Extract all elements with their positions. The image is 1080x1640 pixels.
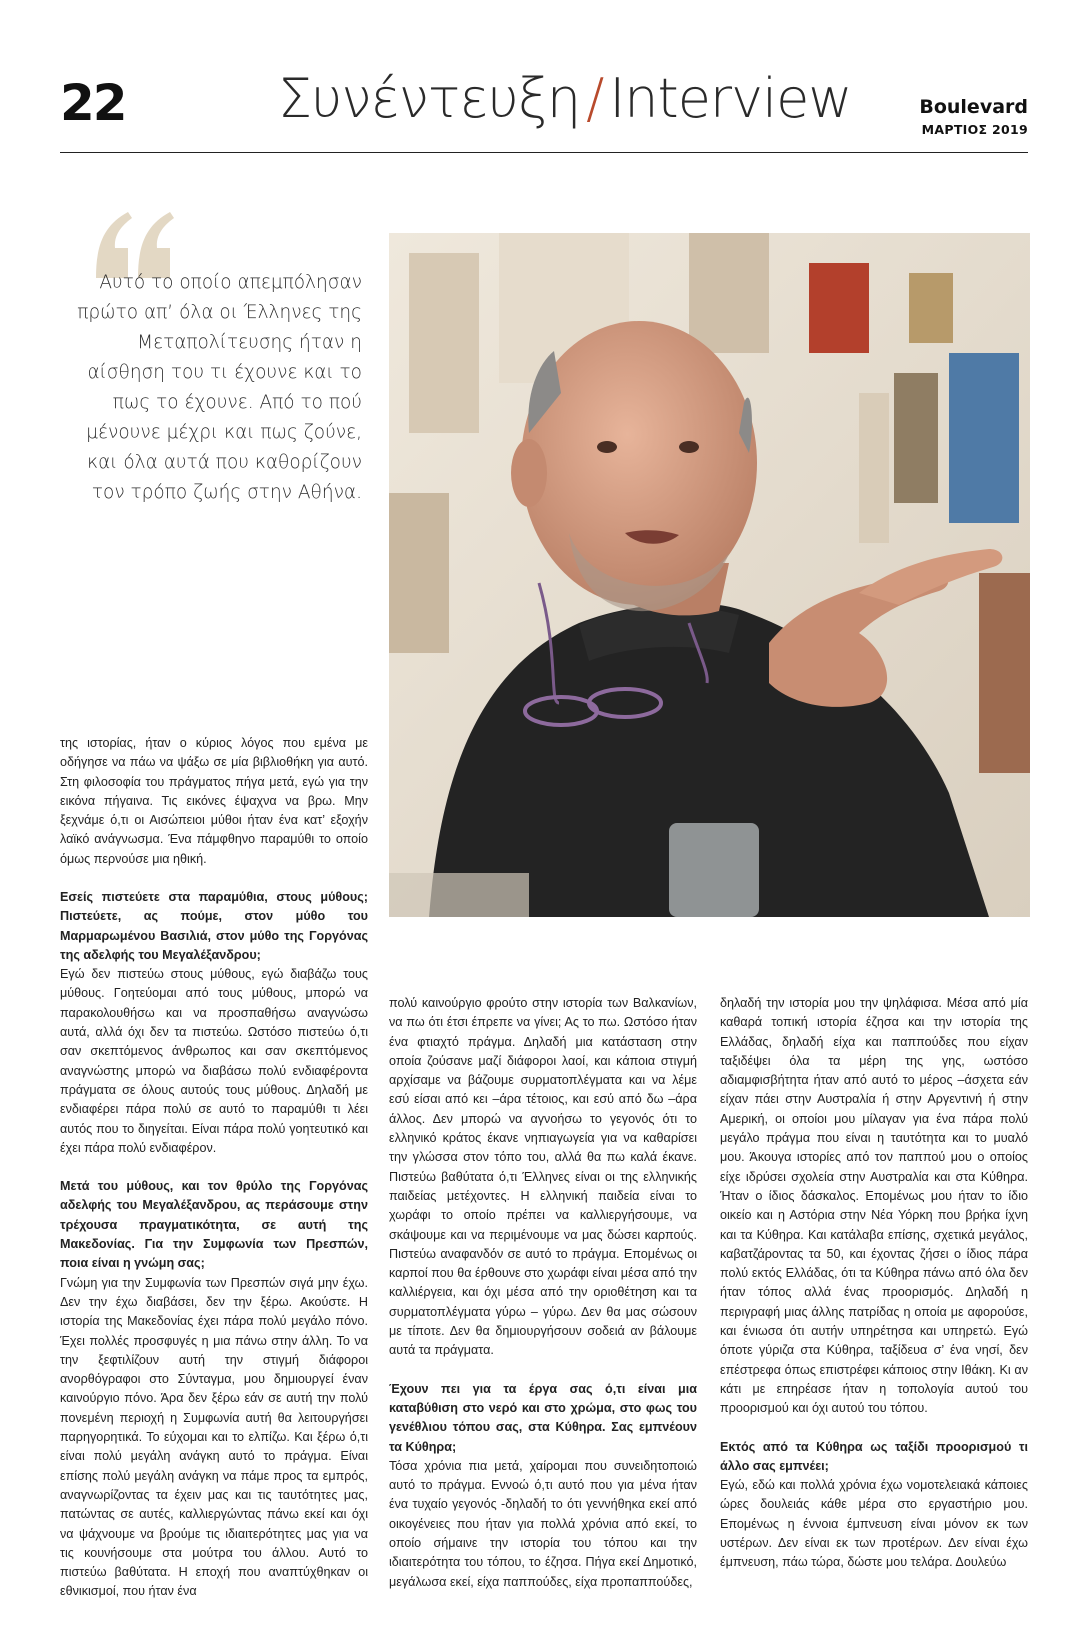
interview-question: Εκτός από τα Κύθηρα ως ταξίδι προορισμού τι άλλο σας εμπνέει; — [720, 1439, 1028, 1473]
interview-answer: Εγώ, εδώ και πολλά χρόνια έχω νομοτελειακά κάποιες ώρες δουλειάς κάθε μέρα στο εργαστήριο μου. Επομένως η έννοια έμπνευση είναι μόνον εκ των υστέρων. Δεν είναι εκ των προτέρων. Δεν είναι έχω έμπνευση, πάω τώρα, δώστε μου τελάρα. Δουλεύω — [720, 1478, 1028, 1570]
section-title-greek: Συνέντευξη — [278, 67, 581, 130]
header-divider — [60, 152, 1028, 153]
article-column-1 — [60, 888, 368, 1621]
interview-answer: Τόσα χρόνια πια μετά, χαίρομαι που συνειδητοποιώ αυτό το πράγμα. Εννοώ ό,τι αυτό που για μένα ήταν ένα τυχαίο γεγονός -δηλαδή το ότι γεννήθηκα εκεί από οικογένειες που ήταν για πολλά χρόνια από εκεί, το οποίο σήμαινε την ιστορία του τόπου και την ιδιαιτερότητα του τόπου, το έζησα. Πήγα εκεί Δημοτικό, μεγάλωσα εκεί, είχα παππούδες, είχα προπαππούδες, — [389, 1458, 697, 1589]
interview-question: Μετά του μύθους, και τον θρύλο της Γοργόνας αδελφής του Μεγαλέξανδρου, ας περάσουμε στην τρέχουσα πραγματικότητα, σε αυτή της Μακεδονίας. Για την Συμφωνία των Πρεσπών, ποια είναι η γνώμη σας; — [60, 1179, 368, 1271]
section-title — [278, 67, 852, 130]
section-title-separator: / — [586, 67, 604, 130]
article-column-3 — [720, 994, 1028, 1592]
interview-photo — [389, 233, 1030, 917]
interview-answer: Εγώ δεν πιστεύω στους μύθους, εγώ διαβάζω τους μύθους. Γοητεύομαι από τους μύθους, μπορώ να παρακολουθήσω και να προσπαθήσω αναγνώσω αυτά, αλλά όχι δεν τα πιστεύω. Ωστόσο πιστεύω ό,τι σαν σκεπτόμενος άνθρωπος και σαν σκεπτόμενος αναγνώστης μπορώ να διαβάσω πολύ ενδιαφέροντα πράγματα σε όλους αυτούς τους μύθους. Δηλαδή με ενδιαφέρει πάρα πολύ σε αυτό το παραμύθι τι λέει αυτός που το διηγείται. Είναι πάρα πολύ γοητευτικό και έχει πάρα πολύ ενδιαφέρον. — [60, 967, 368, 1155]
article-column-2 — [389, 994, 697, 1611]
article-paragraph: δηλαδή την ιστορία μου την ψηλάφισα. Μέσα από μία καθαρά τοπική ιστορία έζησα και την ιστορία της Ελλάδας, δηλαδή είχα και παππούδες που είχαν ταξιδέψει όλα τα μέρη της γης, ωστόσο αδιαμφισβήτητα ήταν από αυτό το μέρος –άσχετα εάν είχαν πάει στην Αυστραλία ή στην Αργεντινή ή στην Αμερική, οι οποίοι μου μίλαγαν για ένα πάρα πολύ μεγάλο πράγμα που είναι η ταυτότητα και το μυαλό μου. Άκουγα ιστορίες από τον παππού μου ο οποίος είχε ιδρύσει σχολεία στην Αυστραλία και στα Κύθηρα. Ήταν ο ίδιος δάσκαλος. Επομένως μου ήταν το ίδιο οικείο και η Αστόρια στην Νέα Υόρκη που βρήκα ίχνη και τα Κύθηρα. Και κατάλαβα επίσης, σχετικά μεγάλος, καβατζάροντας τα 50, και έχοντας ζήσει ο ίδιος πάρα πολύ εκτός Ελλάδας, ότι τα Κύθηρα πάνω από όλα δεν ήταν τόπος αλλά ένας προορισμός. Δηλαδή η περιγραφή μιας άλλης πατρίδας η οποία με αφορούσε, και ένιωσα ότι αυτήν υπηρέτησα και υπηρετώ. Εγώ όποτε γύριζα στα Κύθηρα, ταξίδευα σ’ ένα νησί, δεν επέστρεφα όπως επιστρέφει κάποιος στην Ιθάκη. Κι αν κάτι με επηρέασε ήταν η τοπολογία αυτού του προορισμού και όχι αυτού του τόπου. — [720, 996, 1028, 1416]
pull-quote: Αυτό το οποίο απεμπόλησαν πρώτο απ’ όλα οι Έλληνες της Μεταπολίτευσης ήταν η αίσθηση του τι έχουνε και το πως το έχουνε. Από το πού μένουνε μέχρι και πως ζούνε, και όλα αυτά που καθορίζουν τον τρόπο ζωής στην Αθήνα. — [77, 272, 362, 503]
issue-date: ΜΑΡΤΙΟΣ 2019 — [921, 122, 1028, 137]
article-paragraph: της ιστορίας, ήταν ο κύριος λόγος που εμένα με οδήγησε να πάω να ψάξω σε μία βιβλιοθήκη για αυτό. Στη φιλοσοφία του πράγματος πήγα μετά, εγώ για την εικόνα πήγαινα. Τις εικόνες έψαχνα να βρω. Μην ξεχνάμε ό,τι οι Αισώπειοι μύθοι ήταν ένα κατ’ εξοχήν λαϊκό ανάγνωσμα. Ένα πάμφθηνο παραμύθι το οποίο όμως περνούσε μια ηθική. — [60, 736, 368, 866]
section-title-english: Interview — [609, 67, 852, 130]
page-number: 22 — [60, 74, 126, 132]
publication-logo: Boulevard — [919, 96, 1028, 118]
interview-answer: Γνώμη για την Συμφωνία των Πρεσπών σιγά μην έχω. Δεν την έχω διαβάσει, δεν την ξέρω. Ακούστε. Η ιστορία της Μακεδονίας έχει πάρα πολύ μεγάλο πόνο. Έχει πολλές προσφυγές η μια πάνω στην άλλη. Το να την ξεφτιλίζουν αυτή την στιγμή διάφοροι ανορθόγραφοι στο Σύνταγμα, μου δημιουργεί έναν καινούργιο πόνο. Άρα δεν ξέρω εάν σε αυτή την πολύ πονεμένη περιοχή η Συμφωνία αυτή θα λειτουργήσει παρηγορητικά. Το εύχομαι και το ελπίζω. Και ξέρω ό,τι είναι πολύ μεγάλη ανάγκη αυτό το πράγμα. Είναι επίσης πολύ μεγάλη ανάγκη να πάμε προς τα εμπρός, αναγνωρίζοντας τα έχειν μας και τις ταυτότητες μας, πατώντας σε αυτές, καλλιεργώντας πάνω εκεί και όχι να ψάχνουμε να βρούμε τις ιδιαιτερότητες μας για να τις κουνήσουμε στα μούτρα του άλλου. Αυτό το πιστεύω βαθύτατα. Η εποχή που αναπτύχθηκαν οι εθνικισμοί, που ήταν ένα — [60, 1275, 368, 1599]
interview-question: Έχουν πει για τα έργα σας ό,τι είναι μια καταβύθιση στο νερό και στο χρώμα, στο φως του γενέθλιου τόπου σας, στα Κύθηρα. Σας εμπνέουν τα Κύθηρα; — [389, 1381, 697, 1454]
article-paragraph: πολύ καινούργιο φρούτο στην ιστορία των Βαλκανίων, να πω ότι έτσι έπρεπε να γίνει; Ας το πω. Ωστόσο ήταν ένα φτιαχτό πράγμα. Δηλαδή μια κατάσταση στην οποία ζούσανε μαζί διάφοροι λαοί, και κάποια στιγμή αρχίσαμε να βάζουμε συρματοπλέγματα και να λέμε εσύ είσαι από κει –άρα τέτοιος, και εσύ από δω –άρα άλλος. Δεν μπορώ να αγνοήσω το γεγονός ότι το ελληνικό κράτος έκανε νηπιαγωγεία για να καθαρίσει την γλώσσα στον τόπο του, αλλά θα πω καλά έκανε. Πιστεύω βαθύτατα ό,τι Έλληνες είναι οι της ελληνικής παιδείας μετέχοντες. Η ελληνική παιδεία είναι το χωράφι το οποίο πρέπει να καλλιεργήσουμε, να σκάψουμε και να περιμένουμε να μας δώσει καρπούς. Πιστεύω αναφανδόν σε αυτό το πράγμα. Επομένως οι καρποί που θα έρθουνε στο χωράφι είναι μέσα από την καλλιέργεια, και όχι μέσα από την οριοθέτηση και τα συρματοπλέγματα γύρω – γύρω. Δεν θα μας σώσουν με τίποτε. Δεν θα δημιουργήσουν σοδειά αν βάλουμε αυτά τα πράγματα. — [389, 996, 697, 1358]
interview-question: Εσείς πιστεύετε στα παραμύθια, στους μύθους; Πιστεύετε, ας πούμε, στον μύθο του Μαρμαρωμένου Βασιλιά, στον μύθο της Γοργόνας της αδελφής του Μεγαλέξανδρου; — [60, 890, 368, 962]
article-column-1-top — [60, 734, 368, 888]
